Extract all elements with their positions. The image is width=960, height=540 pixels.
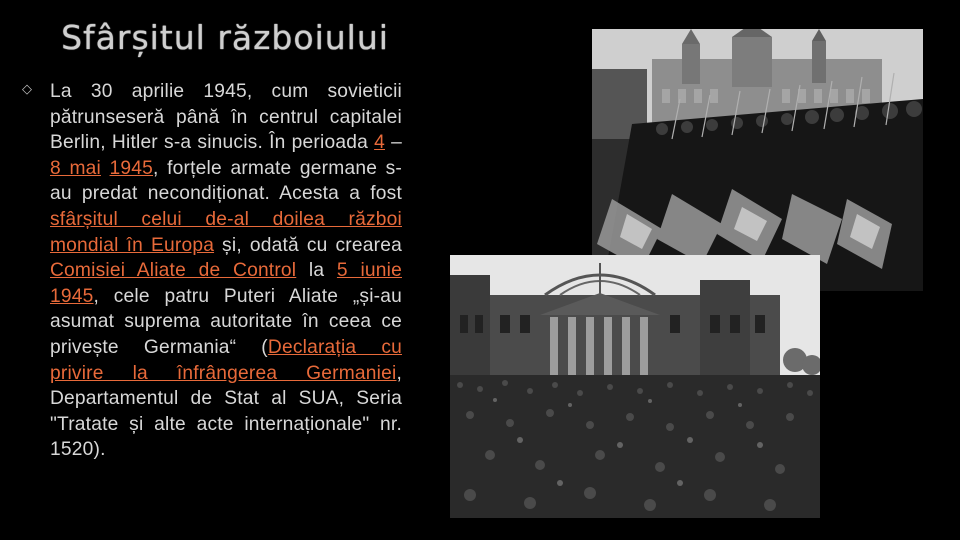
- paragraph-text: [101, 158, 110, 179]
- paragraph-text: , cele patru Puteri Aliate „și-au asumat suprema autoritate în ceea ce privește Germania“ (: [50, 285, 402, 358]
- paragraph-text: –: [384, 132, 402, 154]
- reichstag-crowd-photo: [450, 255, 820, 518]
- paragraph-link[interactable]: 8 mai: [50, 157, 101, 179]
- diamond-outline-icon: ◇: [22, 82, 32, 97]
- paragraph-link[interactable]: 1945: [109, 157, 154, 179]
- victory-parade-photo: [592, 29, 923, 291]
- paragraph-text: , Departamentul de Stat al SUA, Seria "Tratate și alte acte internaționale" nr. 1520).: [50, 362, 402, 461]
- paragraph-link[interactable]: Declarația cu privire la înfrângerea Germaniei: [50, 336, 402, 384]
- paragraph-text: La 30 aprilie 1945, cum sovieticii pătrunseseră până în centrul capitalei Berlin, Hitler s-a sinucis. În perioada: [50, 81, 402, 154]
- paragraph-text: , forțele armate germane s-au predat necondiționat. Acesta a fost: [50, 157, 403, 205]
- slide-title: Sfârșitul războiului: [61, 18, 389, 57]
- paragraph-text: și, odată cu crearea: [214, 234, 402, 256]
- paragraph-text: la: [296, 260, 337, 282]
- paragraph-link[interactable]: 4: [374, 132, 385, 154]
- body-paragraph: [50, 79, 402, 463]
- paragraph-link[interactable]: Comisiei Aliate de Control: [50, 260, 297, 282]
- paragraph-link[interactable]: 5 iunie: [336, 260, 402, 282]
- paragraph-link[interactable]: 1945: [50, 285, 94, 307]
- paragraph-link[interactable]: sfârșitul celui de-al doilea război mondial în Europa: [50, 208, 402, 256]
